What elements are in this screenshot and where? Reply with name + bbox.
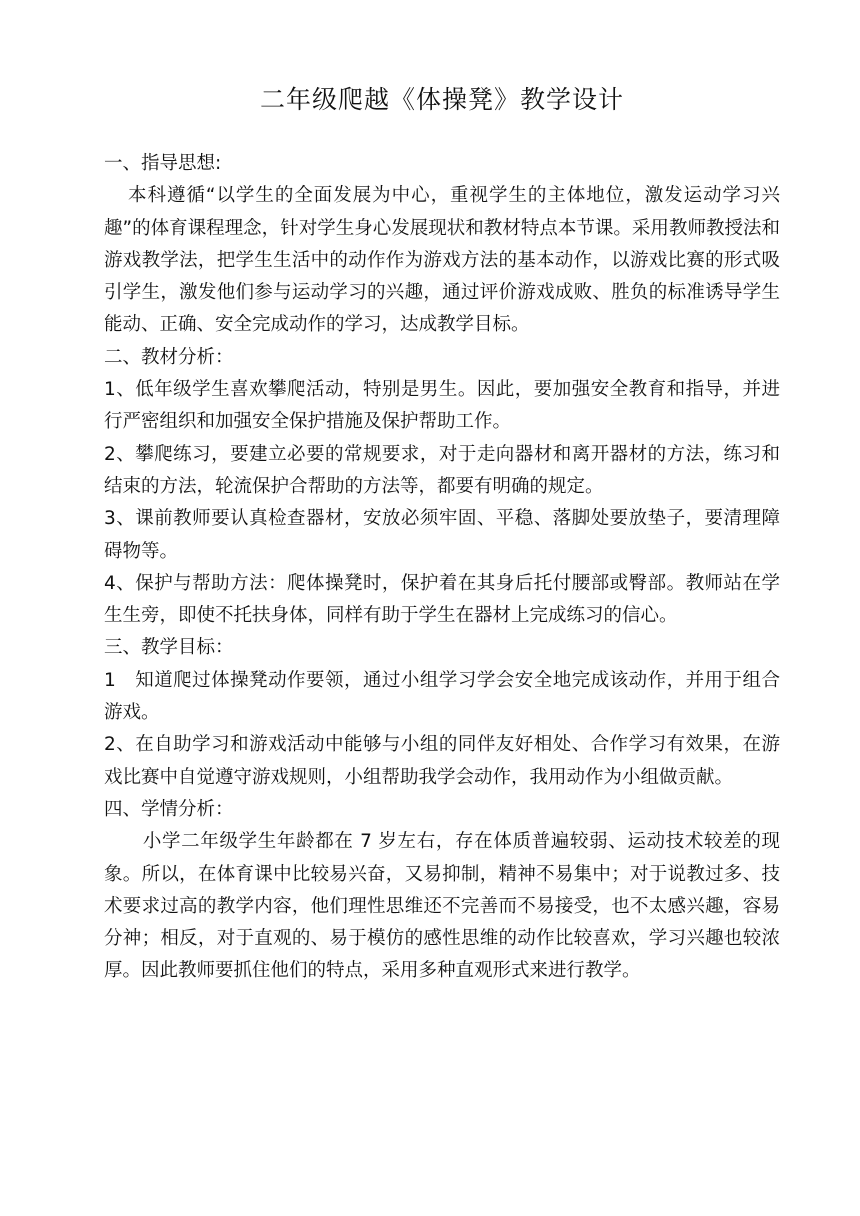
section-heading: 三、教学目标：: [104, 637, 234, 659]
list-item: 2、攀爬练习，要建立必要的常规要求，对于走向器材和离开器材的方法，练习和结束的方法，轮流保护合帮助的方法等，都要有明确的规定。: [104, 443, 780, 497]
document-body: [104, 82, 780, 988]
section-material-analysis: [104, 342, 780, 633]
list-item: 4、保护与帮助方法：爬体操凳时，保护着在其身后托付腰部或臀部。教师站在学生生旁，即使不托扶身体，同样有助于学生在器材上完成练习的信心。: [104, 572, 780, 627]
paragraph: 本科遵循“以学生的全面发展为中心，重视学生的主体地位，激发运动学习兴趣”的体育课程理念，针对学生身心发展现状和教材特点本节课。采用教师教授法和游戏教学法，把学生生活中的动作作为游戏方法的基本动作，以游戏比赛的形式吸引学生，激发他们参与运动学习的兴趣，通过评价游戏成败、胜负的标准诱导学生能动、正确、安全完成动作的学习，达成教学目标。: [104, 185, 780, 336]
paragraph: 小学二年级学生年龄都在 7 岁左右，存在体质普遍较弱、运动技术较差的现象。所以，在体育课中比较易兴奋，又易抑制，精神不易集中；对于说教过多、技术要求过高的教学内容，他们理性思维还不完善而不易接受，也不太感兴趣，容易分神；相反，对于直观的、易于模仿的感性思维的动作比较喜欢，学习兴趣也较浓厚。因此教师要抓住他们的特点，采用多种直观形式来进行教学。: [104, 831, 780, 982]
list-item: 1、低年级学生喜欢攀爬活动，特别是男生。因此，要加强安全教育和指导，并进行严密组织和加强安全保护措施及保护帮助工作。: [104, 379, 780, 433]
section-heading: 二、教材分析：: [104, 346, 234, 368]
section-teaching-objectives: [104, 632, 780, 793]
list-item: 3、课前教师要认真检查器材，安放必须牢固、平稳、落脚处要放垫子，要清理障碍物等。: [104, 508, 780, 562]
section-learner-analysis: [104, 794, 780, 988]
list-item: 1 知道爬过体操凳动作要领，通过小组学习学会安全地完成该动作，并用于组合游戏。: [104, 669, 780, 724]
list-item: 2、在自助学习和游戏活动中能够与小组的同伴友好相处、合作学习有效果，在游戏比赛中自觉遵守游戏规则，小组帮助我学会动作，我用动作为小组做贡献。: [104, 734, 780, 788]
section-heading: 四、学情分析：: [104, 798, 234, 820]
section-heading: 一、指导思想:: [104, 153, 222, 174]
document-title: 二年级爬越《体操凳》教学设计: [259, 85, 624, 114]
section-guiding-ideology: [104, 148, 780, 342]
